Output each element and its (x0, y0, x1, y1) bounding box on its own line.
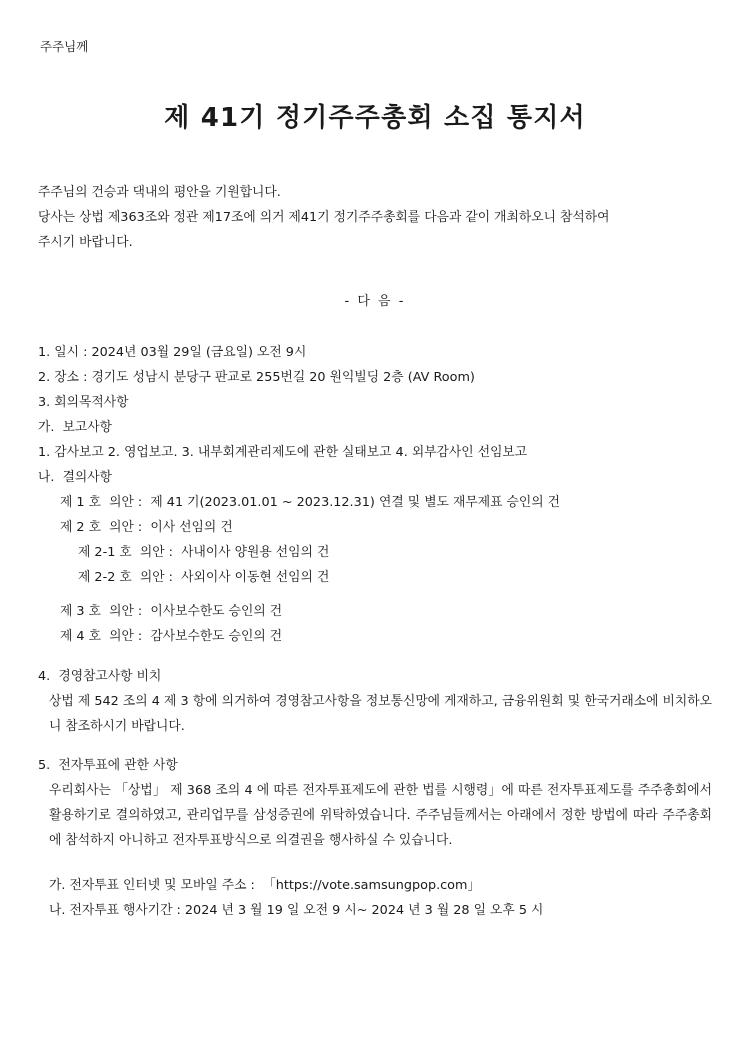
agenda-body (38, 341, 712, 924)
reference-body: 상법 제 542 조의 4 제 3 항에 의거하여 경영참고사항을 정보통신망에 게재하고, 금융위원회 및 한국거래소에 비치하오니 참조하시기 바랍니다. (49, 693, 712, 734)
reference-heading: 4. 경영참고사항 비치 (38, 668, 162, 684)
next-section-label: - 다 음 - (344, 294, 406, 310)
meeting-place-line: 2. 장소 : 경기도 성남시 분당구 판교로 255번길 20 원익빌딩 2층 (AV Room) (38, 370, 475, 386)
resolution-item-3: 제 3 호 의안 : 이사보수한도 승인의 건 (60, 603, 283, 619)
report-items: 1. 감사보고 2. 영업보고. 3. 내부회계관리제도에 관한 실태보고 4. 외부감사인 선임보고 (38, 444, 528, 460)
resolution-item-4: 제 4 호 의안 : 감사보수한도 승인의 건 (60, 628, 283, 644)
addressee-line: 주주님께 (40, 39, 89, 54)
evote-period-line: 나. 전자투표 행사기간 : 2024 년 3 월 19 일 오전 9 시~ 2024 년 3 월 28 일 오후 5 시 (49, 903, 544, 919)
resolution-item-2-2: 제 2-2 호 의안 : 사외이사 이동현 선임의 건 (78, 569, 330, 585)
intro-line-1: 주주님의 건승과 댁내의 평안을 기원합니다. (38, 185, 281, 201)
meeting-date-line: 1. 일시 : 2024년 03월 29일 (금요일) 오전 9시 (38, 345, 307, 361)
resolution-heading: 나. 결의사항 (38, 469, 113, 485)
report-heading: 가. 보고사항 (38, 420, 113, 436)
agenda-heading: 3. 회의목적사항 (38, 395, 129, 411)
resolution-item-2-1: 제 2-1 호 의안 : 사내이사 양원용 선임의 건 (78, 544, 330, 560)
intro-paragraph (38, 181, 712, 256)
resolution-item-2: 제 2 호 의안 : 이사 선임의 건 (60, 519, 233, 535)
page-title: 제 41기 정기주주총회 소집 통지서 (164, 102, 586, 133)
resolution-item-1: 제 1 호 의안 : 제 41 기(2023.01.01 ~ 2023.12.31) 연결 및 별도 재무제표 승인의 건 (60, 494, 561, 510)
intro-line-2: 당사는 상법 제363조와 정관 제17조에 의거 제41기 정기주주총회를 다음과 같이 개최하오니 참석하여 (38, 210, 610, 226)
evote-heading: 5. 전자투표에 관한 사항 (38, 758, 178, 774)
evote-url-line: 가. 전자투표 인터넷 및 모바일 주소 : 「https://vote.samsungpop.com」 (49, 878, 481, 894)
intro-line-3: 주시기 바랍니다. (38, 235, 133, 251)
evote-body: 우리회사는 「상법」 제 368 조의 4 에 따른 전자투표제도에 관한 법를 시행령」에 따른 전자투표제도를 주주총회에서 활용하기로 결의하였고, 관리업무를 삼성증권에 위탁하였습니다. 주주님들께서는 아래에서 정한 방법에 따라 주주총회에 참석하지 아니하고 전자투표방식으로 의결권을 행사하실 수 있습니다. (49, 783, 712, 849)
